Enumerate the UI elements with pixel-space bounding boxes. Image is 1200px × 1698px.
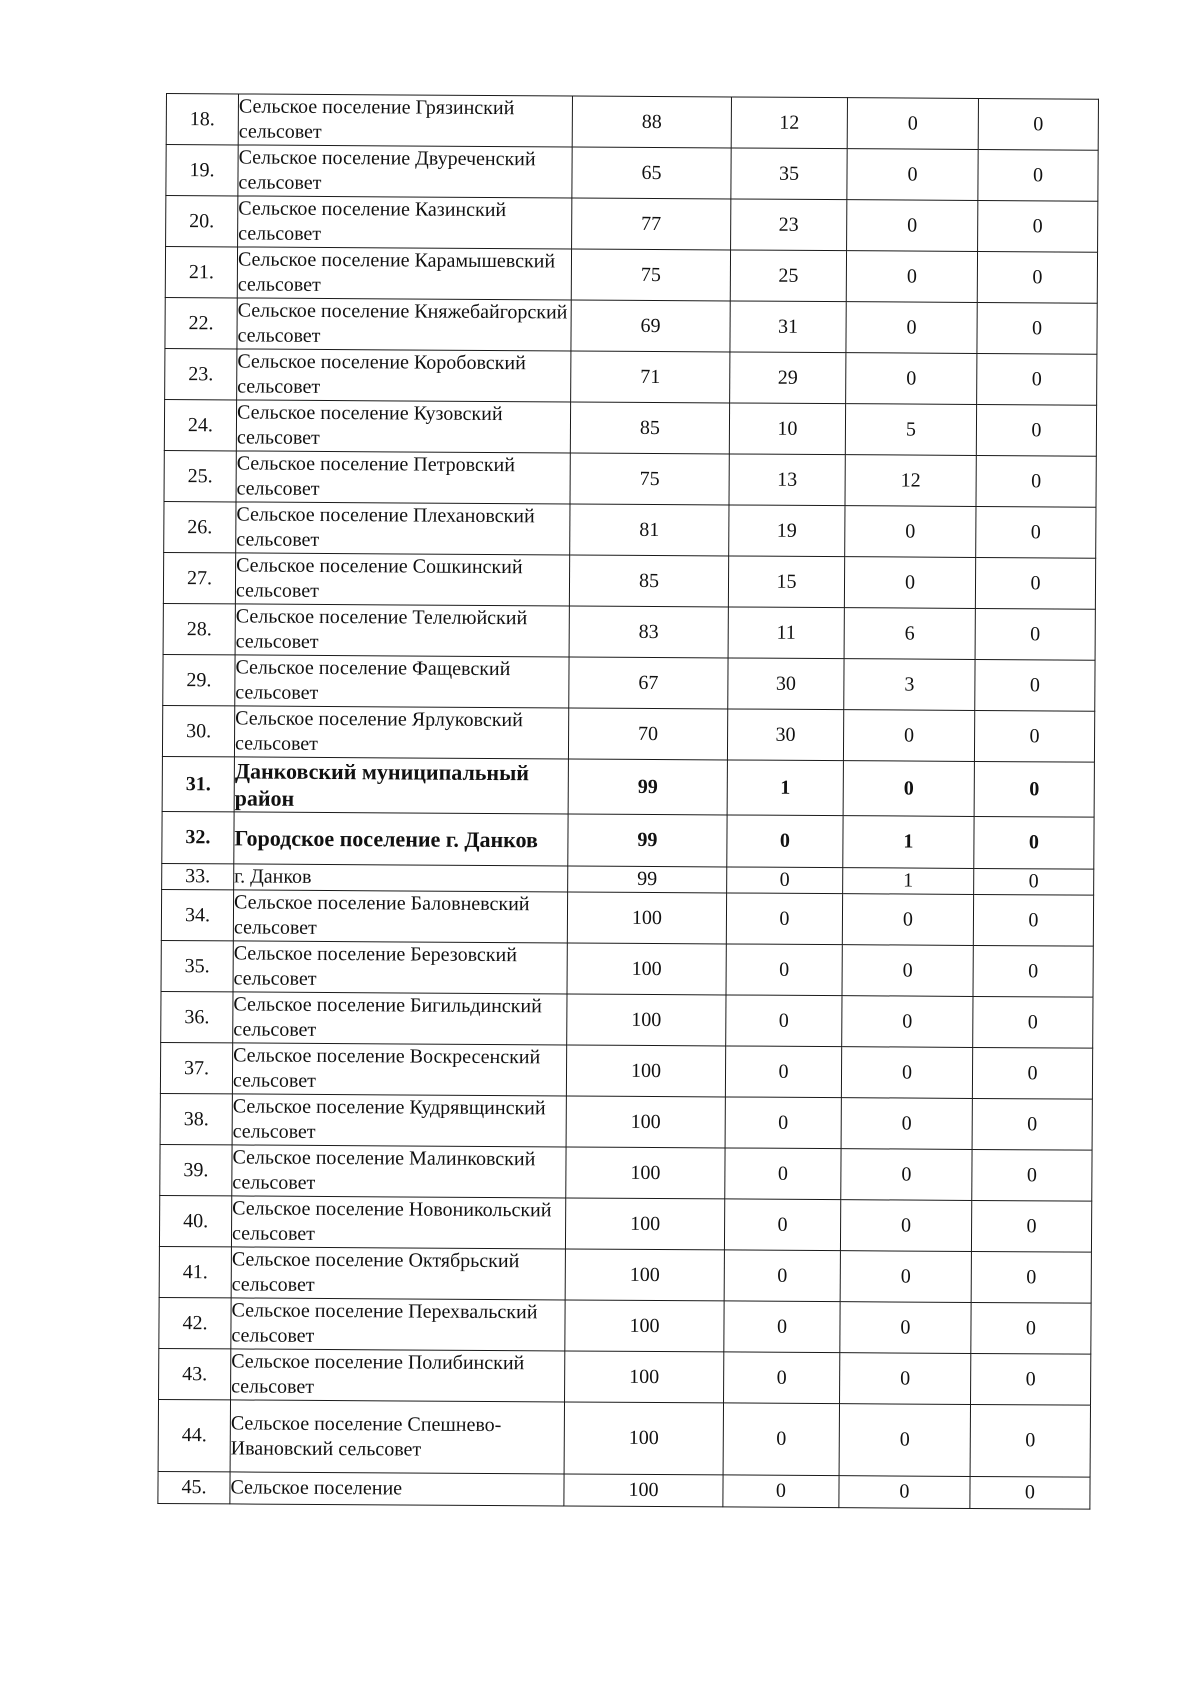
row-number-cell: 24. bbox=[164, 399, 236, 450]
value-cell-2: 0 bbox=[727, 815, 843, 868]
row-number-cell: 34. bbox=[161, 889, 233, 940]
settlement-name-cell: Сельское поселение Березовский сельсовет bbox=[233, 941, 567, 994]
table-row bbox=[161, 940, 1093, 997]
table-row bbox=[164, 450, 1096, 507]
table-row bbox=[164, 501, 1096, 558]
row-number-cell: 45. bbox=[158, 1471, 230, 1503]
value-cell-3: 0 bbox=[842, 894, 973, 946]
value-cell-2: 29 bbox=[730, 352, 846, 404]
value-cell-4: 0 bbox=[972, 1098, 1092, 1150]
row-number-cell: 40. bbox=[159, 1195, 231, 1246]
value-cell-3: 0 bbox=[840, 1200, 971, 1252]
value-cell-1: 99 bbox=[568, 814, 727, 867]
value-cell-4: 0 bbox=[978, 149, 1098, 201]
settlement-name-cell: Сельское поселение Фащевский сельсовет bbox=[235, 655, 569, 708]
value-cell-1: 100 bbox=[567, 994, 726, 1046]
value-cell-3: 0 bbox=[841, 1149, 972, 1201]
value-cell-4: 0 bbox=[971, 1353, 1091, 1405]
value-cell-2: 25 bbox=[730, 250, 846, 302]
value-cell-1: 99 bbox=[568, 759, 727, 815]
value-cell-1: 85 bbox=[570, 402, 729, 454]
value-cell-4: 0 bbox=[978, 200, 1098, 252]
value-cell-4: 0 bbox=[976, 455, 1096, 507]
value-cell-1: 100 bbox=[567, 892, 726, 944]
value-cell-2: 0 bbox=[725, 1046, 841, 1098]
value-cell-3: 0 bbox=[840, 1353, 971, 1405]
value-cell-3: 5 bbox=[845, 404, 976, 456]
row-number-cell: 28. bbox=[163, 603, 235, 654]
value-cell-4: 0 bbox=[975, 608, 1095, 660]
settlement-name-cell: Сельское поселение Октябрьский сельсовет bbox=[231, 1247, 565, 1300]
table-row bbox=[163, 654, 1095, 711]
value-cell-2: 19 bbox=[729, 505, 845, 557]
settlement-name-cell: Сельское поселение Сошкинский сельсовет bbox=[235, 553, 569, 606]
value-cell-1: 65 bbox=[572, 147, 731, 199]
row-number-cell: 33. bbox=[162, 863, 234, 889]
value-cell-4: 0 bbox=[978, 98, 1098, 150]
table-row bbox=[166, 94, 1098, 151]
row-number-cell: 18. bbox=[166, 94, 238, 145]
table-body bbox=[158, 94, 1099, 1510]
table-row bbox=[164, 399, 1096, 456]
row-number-cell: 23. bbox=[165, 348, 237, 399]
value-cell-4: 0 bbox=[977, 302, 1097, 354]
settlement-name-cell: Сельское поселение Карамышевский сельсовет bbox=[237, 247, 571, 300]
value-cell-1: 85 bbox=[569, 555, 728, 607]
settlement-name-cell: Сельское поселение Казинский сельсовет bbox=[238, 196, 572, 249]
value-cell-4: 0 bbox=[970, 1476, 1090, 1509]
value-cell-3: 0 bbox=[839, 1404, 970, 1477]
row-number-cell: 19. bbox=[166, 145, 238, 196]
value-cell-1: 100 bbox=[567, 943, 726, 995]
value-cell-2: 0 bbox=[727, 867, 843, 894]
value-cell-1: 100 bbox=[566, 1096, 725, 1148]
value-cell-3: 0 bbox=[846, 251, 977, 303]
value-cell-2: 12 bbox=[731, 97, 847, 149]
value-cell-2: 0 bbox=[724, 1301, 840, 1353]
settlement-name-cell: Сельское поселение Полибинский сельсовет bbox=[231, 1349, 565, 1402]
value-cell-1: 83 bbox=[569, 606, 728, 658]
settlement-name-cell: Сельское поселение Ярлуковский сельсовет bbox=[234, 706, 568, 759]
settlements-table bbox=[157, 93, 1099, 1510]
row-number-cell: 29. bbox=[163, 654, 235, 705]
table-row bbox=[160, 1093, 1092, 1150]
value-cell-2: 0 bbox=[724, 1352, 840, 1404]
table-row bbox=[163, 603, 1095, 660]
value-cell-2: 0 bbox=[724, 1250, 840, 1302]
value-cell-3: 0 bbox=[844, 557, 975, 609]
value-cell-3: 0 bbox=[843, 710, 974, 762]
value-cell-3: 0 bbox=[842, 996, 973, 1048]
value-cell-1: 69 bbox=[571, 300, 730, 352]
settlement-name-cell: Сельское поселение Двуреченский сельсовет bbox=[238, 145, 572, 198]
settlement-name-cell: Данковский муниципальный район bbox=[234, 757, 568, 814]
table-row bbox=[159, 1297, 1091, 1354]
value-cell-1: 81 bbox=[570, 504, 729, 556]
value-cell-2: 0 bbox=[723, 1403, 839, 1476]
table-row bbox=[158, 1399, 1090, 1477]
value-cell-3: 0 bbox=[840, 1302, 971, 1354]
table-row bbox=[162, 811, 1094, 869]
value-cell-1: 100 bbox=[566, 1147, 725, 1199]
value-cell-1: 100 bbox=[565, 1249, 724, 1301]
value-cell-1: 75 bbox=[571, 249, 730, 301]
table-row bbox=[159, 1348, 1091, 1405]
value-cell-3: 0 bbox=[846, 353, 977, 405]
value-cell-2: 31 bbox=[730, 301, 846, 353]
value-cell-1: 70 bbox=[568, 708, 727, 760]
table-row bbox=[166, 196, 1098, 253]
value-cell-2: 0 bbox=[723, 1475, 839, 1508]
settlement-name-cell: Сельское поселение Коробовский сельсовет bbox=[237, 349, 571, 402]
value-cell-2: 23 bbox=[731, 199, 847, 251]
table-row bbox=[159, 1195, 1091, 1252]
settlement-name-cell: Сельское поселение Баловневский сельсовет bbox=[233, 890, 567, 943]
table-row bbox=[165, 297, 1097, 354]
settlement-name-cell: Сельское поселение Кудрявщинский сельсовет bbox=[232, 1094, 566, 1147]
value-cell-4: 0 bbox=[974, 868, 1094, 895]
value-cell-3: 1 bbox=[843, 816, 974, 869]
value-cell-4: 0 bbox=[970, 1404, 1090, 1477]
value-cell-4: 0 bbox=[977, 353, 1097, 405]
value-cell-3: 3 bbox=[844, 659, 975, 711]
value-cell-4: 0 bbox=[975, 659, 1095, 711]
value-cell-1: 99 bbox=[568, 866, 727, 893]
table-row bbox=[162, 756, 1094, 817]
value-cell-1: 88 bbox=[572, 96, 731, 148]
row-number-cell: 35. bbox=[161, 940, 233, 991]
value-cell-4: 0 bbox=[977, 251, 1097, 303]
value-cell-1: 100 bbox=[565, 1300, 724, 1352]
value-cell-4: 0 bbox=[976, 404, 1096, 456]
row-number-cell: 32. bbox=[162, 811, 234, 863]
value-cell-2: 0 bbox=[725, 1097, 841, 1149]
settlement-name-cell: Сельское поселение Телелюйский сельсовет bbox=[235, 604, 569, 657]
settlement-name-cell: Сельское поселение Малинковский сельсовет bbox=[232, 1145, 566, 1198]
table-row bbox=[165, 247, 1097, 304]
value-cell-4: 0 bbox=[971, 1302, 1091, 1354]
row-number-cell: 44. bbox=[158, 1399, 230, 1471]
settlement-name-cell: Сельское поселение bbox=[230, 1472, 564, 1506]
value-cell-2: 0 bbox=[726, 995, 842, 1047]
value-cell-4: 0 bbox=[974, 761, 1094, 817]
value-cell-3: 0 bbox=[847, 98, 978, 150]
value-cell-4: 0 bbox=[971, 1200, 1091, 1252]
table-row bbox=[165, 348, 1097, 405]
value-cell-4: 0 bbox=[971, 1251, 1091, 1303]
row-number-cell: 27. bbox=[163, 552, 235, 603]
table-row bbox=[161, 889, 1093, 946]
value-cell-3: 0 bbox=[842, 945, 973, 997]
row-number-cell: 22. bbox=[165, 297, 237, 348]
table-row bbox=[161, 991, 1093, 1048]
value-cell-3: 0 bbox=[847, 149, 978, 201]
row-number-cell: 21. bbox=[165, 247, 237, 298]
value-cell-4: 0 bbox=[974, 710, 1094, 762]
value-cell-3: 0 bbox=[843, 761, 974, 817]
value-cell-3: 6 bbox=[844, 608, 975, 660]
value-cell-1: 100 bbox=[566, 1045, 725, 1097]
settlement-name-cell: Сельское поселение Бигильдинский сельсовет bbox=[233, 992, 567, 1045]
value-cell-1: 71 bbox=[571, 351, 730, 403]
row-number-cell: 37. bbox=[160, 1042, 232, 1093]
settlement-name-cell: Сельское поселение Петровский сельсовет bbox=[236, 451, 570, 504]
row-number-cell: 30. bbox=[162, 705, 234, 756]
value-cell-3: 0 bbox=[840, 1251, 971, 1303]
table-row bbox=[163, 552, 1095, 609]
row-number-cell: 20. bbox=[166, 196, 238, 247]
table-row bbox=[166, 145, 1098, 202]
value-cell-3: 1 bbox=[843, 868, 974, 895]
table-row bbox=[159, 1246, 1091, 1303]
settlement-name-cell: Сельское поселение Новоникольский сельсовет bbox=[231, 1196, 565, 1249]
settlement-name-cell: Сельское поселение Княжебайгорский сельсовет bbox=[237, 298, 571, 351]
value-cell-3: 0 bbox=[841, 1047, 972, 1099]
value-cell-4: 0 bbox=[973, 945, 1093, 997]
row-number-cell: 42. bbox=[159, 1297, 231, 1348]
value-cell-2: 0 bbox=[726, 893, 842, 945]
value-cell-4: 0 bbox=[973, 996, 1093, 1048]
value-cell-3: 0 bbox=[839, 1476, 970, 1509]
row-number-cell: 38. bbox=[160, 1093, 232, 1144]
value-cell-2: 30 bbox=[728, 658, 844, 710]
value-cell-4: 0 bbox=[972, 1047, 1092, 1099]
value-cell-3: 12 bbox=[845, 455, 976, 507]
settlement-name-cell: Городское поселение г. Данков bbox=[234, 812, 568, 866]
value-cell-2: 0 bbox=[726, 944, 842, 996]
value-cell-1: 75 bbox=[570, 453, 729, 505]
value-cell-1: 67 bbox=[569, 657, 728, 709]
row-number-cell: 43. bbox=[159, 1348, 231, 1399]
value-cell-4: 0 bbox=[975, 557, 1095, 609]
value-cell-2: 10 bbox=[729, 403, 845, 455]
value-cell-3: 0 bbox=[846, 302, 977, 354]
value-cell-2: 30 bbox=[727, 709, 843, 761]
value-cell-4: 0 bbox=[973, 894, 1093, 946]
table-row bbox=[160, 1144, 1092, 1201]
settlement-name-cell: Сельское поселение Плехановский сельсовет bbox=[236, 502, 570, 555]
value-cell-1: 100 bbox=[564, 1402, 723, 1475]
value-cell-3: 0 bbox=[847, 200, 978, 252]
value-cell-4: 0 bbox=[974, 816, 1094, 869]
row-number-cell: 31. bbox=[162, 756, 234, 811]
value-cell-3: 0 bbox=[841, 1098, 972, 1150]
settlement-name-cell: Сельское поселение Спешнево-Ивановский сельсовет bbox=[230, 1400, 564, 1474]
value-cell-1: 77 bbox=[572, 198, 731, 250]
value-cell-2: 35 bbox=[731, 148, 847, 200]
value-cell-2: 13 bbox=[729, 454, 845, 506]
value-cell-1: 100 bbox=[564, 1474, 723, 1507]
settlement-name-cell: г. Данков bbox=[234, 864, 568, 892]
value-cell-2: 15 bbox=[728, 556, 844, 608]
table-row bbox=[162, 705, 1094, 762]
row-number-cell: 36. bbox=[161, 991, 233, 1042]
value-cell-1: 100 bbox=[565, 1198, 724, 1250]
value-cell-4: 0 bbox=[976, 506, 1096, 558]
settlement-name-cell: Сельское поселение Перехвальский сельсовет bbox=[231, 1298, 565, 1351]
value-cell-2: 0 bbox=[724, 1199, 840, 1251]
row-number-cell: 41. bbox=[159, 1246, 231, 1297]
settlement-name-cell: Сельское поселение Кузовский сельсовет bbox=[236, 400, 570, 453]
value-cell-2: 1 bbox=[727, 760, 843, 816]
value-cell-1: 100 bbox=[565, 1351, 724, 1403]
table-row bbox=[160, 1042, 1092, 1099]
value-cell-2: 11 bbox=[728, 607, 844, 659]
row-number-cell: 25. bbox=[164, 450, 236, 501]
value-cell-4: 0 bbox=[972, 1149, 1092, 1201]
table-row bbox=[158, 1471, 1090, 1509]
settlement-name-cell: Сельское поселение Воскресенский сельсовет bbox=[232, 1043, 566, 1096]
row-number-cell: 39. bbox=[160, 1144, 232, 1195]
value-cell-3: 0 bbox=[845, 506, 976, 558]
value-cell-2: 0 bbox=[725, 1148, 841, 1200]
row-number-cell: 26. bbox=[164, 501, 236, 552]
settlement-name-cell: Сельское поселение Грязинский сельсовет bbox=[238, 94, 572, 147]
